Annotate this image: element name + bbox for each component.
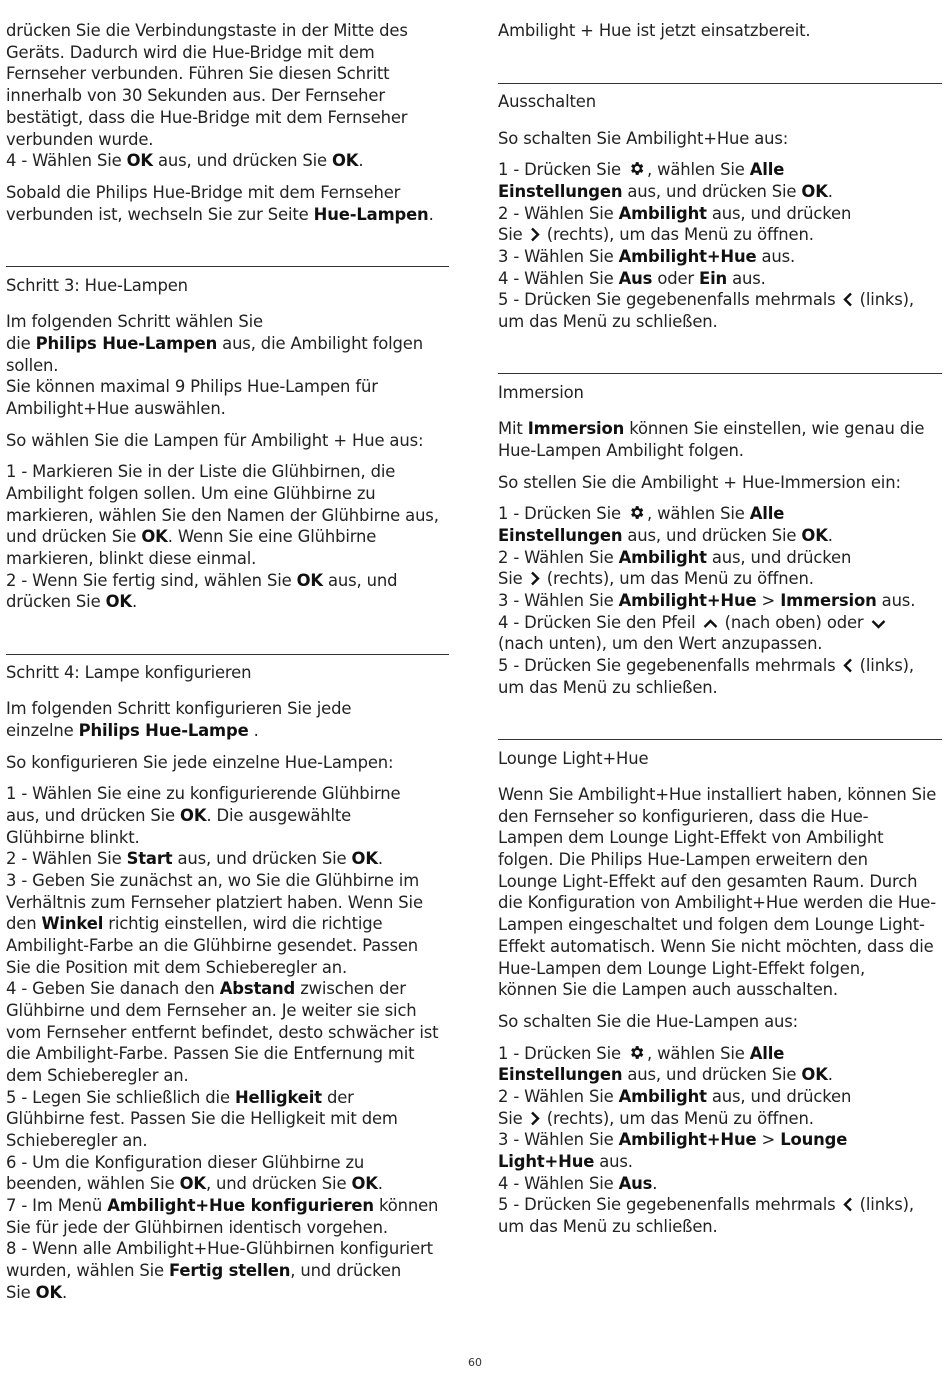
text-line: und drücken Sie OK. Wenn Sie eine Glühbirne: [6, 527, 377, 546]
text-line: innerhalb von 30 Sekunden aus. Der Fernseher: [6, 86, 385, 105]
settings-gear-icon: [628, 504, 645, 527]
text-line: den Winkel richtig einstellen, wird die richtige: [6, 914, 383, 933]
step-line: 3 - Wählen Sie Ambilight+Hue > Immersion aus.: [498, 591, 916, 610]
text-line: So schalten Sie Ambilight+Hue aus:: [498, 129, 789, 148]
step-line: 3 - Wählen Sie Ambilight+Hue aus.: [498, 247, 796, 266]
step-line: 5 - Drücken Sie gegebenenfalls mehrmals (links),: [498, 1194, 914, 1218]
step-line: 2 - Wählen Sie Ambilight aus, und drücken: [498, 204, 852, 223]
section-divider: [6, 266, 449, 267]
text-line: Sie können maximal 9 Philips Hue-Lampen für: [6, 377, 378, 396]
text-line: Sobald die Philips Hue-Bridge mit dem Fernseher: [6, 183, 401, 202]
text-line: Wenn Sie Ambilight+Hue installiert haben, können Sie: [498, 785, 937, 804]
text-line: Effekt automatisch. Wenn Sie nicht möchten, dass die: [498, 937, 934, 956]
step-line: 4 - Wählen Sie Aus.: [498, 1174, 658, 1193]
text-line: Hue-Lampen Ambilight folgen.: [498, 441, 744, 460]
text-line: um das Menü zu schließen.: [498, 678, 718, 697]
text-line: verbunden wurde.: [6, 130, 154, 149]
text-line: Im folgenden Schritt wählen Sie: [6, 312, 263, 331]
text-line: dem Schieberegler an.: [6, 1066, 189, 1085]
text-line: beenden, wählen Sie OK, und drücken Sie OK.: [6, 1174, 383, 1193]
chevron-down-icon: [871, 614, 886, 636]
step-line: 5 - Legen Sie schließlich die Helligkeit der: [6, 1088, 354, 1107]
text-line: So konfigurieren Sie jede einzelne Hue-Lampen:: [6, 753, 394, 772]
chevron-left-icon: [843, 1196, 853, 1218]
step-line: 1 - Drücken Sie , wählen Sie Alle: [498, 159, 784, 183]
text-line: (nach unten), um den Wert anzupassen.: [498, 634, 823, 653]
step-line: 5 - Drücken Sie gegebenenfalls mehrmals (links),: [498, 655, 914, 679]
chevron-left-icon: [843, 657, 853, 679]
step-line: 3 - Geben Sie zunächst an, wo Sie die Glühbirne im: [6, 871, 420, 890]
chevron-right-icon: [530, 226, 540, 248]
text-line: Sie OK.: [6, 1283, 68, 1302]
section-divider: [6, 654, 449, 655]
ok-key-label: OK: [332, 151, 359, 170]
text-line: um das Menü zu schließen.: [498, 312, 718, 331]
text-line: aus, und drücken Sie OK. Die ausgewählte: [6, 806, 352, 825]
text-line: Glühbirne und dem Fernseher an. Je weiter sie sich: [6, 1001, 417, 1020]
ok-key-label: OK: [126, 151, 153, 170]
step-line: 1 - Markieren Sie in der Liste die Glühbirnen, die: [6, 462, 396, 481]
text-line: die Ambilight-Farbe. Passen Sie die Entfernung mit: [6, 1044, 415, 1063]
text-line: die Philips Hue-Lampen aus, die Ambilight folgen: [6, 334, 423, 353]
text-line: Ambilight+Hue auswählen.: [6, 399, 226, 418]
text-line: Sie (rechts), um das Menü zu öffnen.: [498, 1108, 814, 1132]
hue-lampen-label: Hue-Lampen: [313, 205, 429, 224]
text-line: Mit Immersion können Sie einstellen, wie genau die: [498, 419, 925, 438]
step-line: 1 - Wählen Sie eine zu konfigurierende Glühbirne: [6, 784, 401, 803]
text-line: Einstellungen aus, und drücken Sie OK.: [498, 1065, 833, 1084]
text-line: können Sie die Lampen auch ausschalten.: [498, 980, 838, 999]
text-line: Im folgenden Schritt konfigurieren Sie jede: [6, 699, 352, 718]
settings-gear-icon: [628, 160, 645, 183]
text-line: Lampen eingeschaltet und folgen dem Lounge Light-: [498, 915, 925, 934]
text-line: Geräts. Dadurch wird die Hue-Bridge mit dem: [6, 43, 375, 62]
text-line: Glühbirne fest. Passen Sie die Helligkeit mit dem: [6, 1109, 398, 1128]
section-heading: Schritt 3: Hue-Lampen: [6, 276, 188, 295]
step-line: 5 - Drücken Sie gegebenenfalls mehrmals (links),: [498, 289, 914, 313]
step-line: 1 - Drücken Sie , wählen Sie Alle: [498, 1043, 784, 1067]
text-line: Einstellungen aus, und drücken Sie OK.: [498, 526, 833, 545]
step-line: 2 - Wählen Sie Ambilight aus, und drücken: [498, 1087, 852, 1106]
text-line: die Konfiguration von Ambilight+Hue werden die Hue-: [498, 893, 936, 912]
step-line: 8 - Wenn alle Ambilight+Hue-Glühbirnen konfiguriert: [6, 1239, 433, 1258]
text-line: Fernseher verbunden. Führen Sie diesen Schritt: [6, 64, 390, 83]
text-line: So schalten Sie die Hue-Lampen aus:: [498, 1012, 798, 1031]
section-heading: Lounge Light+Hue: [498, 749, 649, 768]
text-line: So wählen Sie die Lampen für Ambilight + Hue aus:: [6, 431, 424, 450]
text-line: verbunden ist, wechseln Sie zur Seite Hue-Lampen.: [6, 205, 434, 224]
step-line: 4 - Drücken Sie den Pfeil (nach oben) oder: [498, 612, 888, 636]
text-line: Sie (rechts), um das Menü zu öffnen.: [498, 568, 814, 592]
text-line: Hue-Lampen dem Lounge Light-Effekt folgen,: [498, 959, 866, 978]
step-line: 2 - Wenn Sie fertig sind, wählen Sie OK aus, und: [6, 571, 398, 590]
text-line: Ambilight + Hue ist jetzt einsatzbereit.: [498, 21, 811, 40]
section-divider: [498, 739, 942, 740]
text-line: vom Fernseher entfernt befindet, desto schwächer ist: [6, 1023, 439, 1042]
text-line: Einstellungen aus, und drücken Sie OK.: [498, 182, 833, 201]
text-line: markieren, blinkt diese einmal.: [6, 549, 257, 568]
step-line: 7 - Im Menü Ambilight+Hue konfigurieren können: [6, 1196, 439, 1215]
text-line: folgen. Die Philips Hue-Lampen erweitern den: [498, 850, 868, 869]
text-line: Glühbirne blinkt.: [6, 828, 140, 847]
text-line: Ambilight-Farbe an die Glühbirne gesendet. Passen: [6, 936, 419, 955]
chevron-left-icon: [843, 291, 853, 313]
text-line: bestätigt, dass die Hue-Bridge mit dem Fernseher: [6, 108, 408, 127]
section-heading: Ausschalten: [498, 92, 596, 111]
text-line: markieren, wählen Sie den Namen der Glühbirne aus,: [6, 506, 439, 525]
text-line: um das Menü zu schließen.: [498, 1217, 718, 1236]
section-heading: Immersion: [498, 383, 584, 402]
text-line: drücken Sie die Verbindungstaste in der Mitte des: [6, 21, 408, 40]
section-divider: [498, 373, 942, 374]
step-line: 3 - Wählen Sie Ambilight+Hue > Lounge: [498, 1130, 848, 1149]
step-line: 4 - Wählen Sie OK aus, und drücken Sie OK.: [6, 151, 364, 170]
step-line: 2 - Wählen Sie Ambilight aus, und drücken: [498, 548, 852, 567]
step-line: 4 - Geben Sie danach den Abstand zwischen der: [6, 979, 406, 998]
section-divider: [498, 83, 942, 84]
text-line: Verhältnis zum Fernseher platziert haben. Wenn Sie: [6, 893, 423, 912]
text-line: Sie die Position mit dem Schieberegler an.: [6, 958, 348, 977]
text-line: Lampen dem Lounge Light-Effekt von Ambilight: [498, 828, 884, 847]
text-line: Light+Hue aus.: [498, 1152, 633, 1171]
step-line: 1 - Drücken Sie , wählen Sie Alle: [498, 503, 784, 527]
step-line: 6 - Um die Konfiguration dieser Glühbirne zu: [6, 1153, 365, 1172]
step-line: 2 - Wählen Sie Start aus, und drücken Sie OK.: [6, 849, 383, 868]
text-line: Sie für jede der Glühbirnen identisch vorgehen.: [6, 1218, 388, 1237]
text-line: Lounge Light-Effekt auf den gesamten Raum. Durch: [498, 872, 918, 891]
page-number: 60: [468, 1356, 482, 1369]
text-line: So stellen Sie die Ambilight + Hue-Immersion ein:: [498, 473, 901, 492]
text-line: einzelne Philips Hue-Lampe .: [6, 721, 259, 740]
text-line: den Fernseher so konfigurieren, dass die Hue-: [498, 807, 869, 826]
section-heading: Schritt 4: Lampe konfigurieren: [6, 663, 252, 682]
text-line: Schieberegler an.: [6, 1131, 148, 1150]
chevron-right-icon: [530, 570, 540, 592]
text-line: sollen.: [6, 356, 59, 375]
text-line: Ambilight folgen sollen. Um eine Glühbirne zu: [6, 484, 376, 503]
text-line: wurden, wählen Sie Fertig stellen, und drücken: [6, 1261, 402, 1280]
text-line: drücken Sie OK.: [6, 592, 137, 611]
text-line: Sie (rechts), um das Menü zu öffnen.: [498, 224, 814, 248]
step-line: 4 - Wählen Sie Aus oder Ein aus.: [498, 269, 766, 288]
